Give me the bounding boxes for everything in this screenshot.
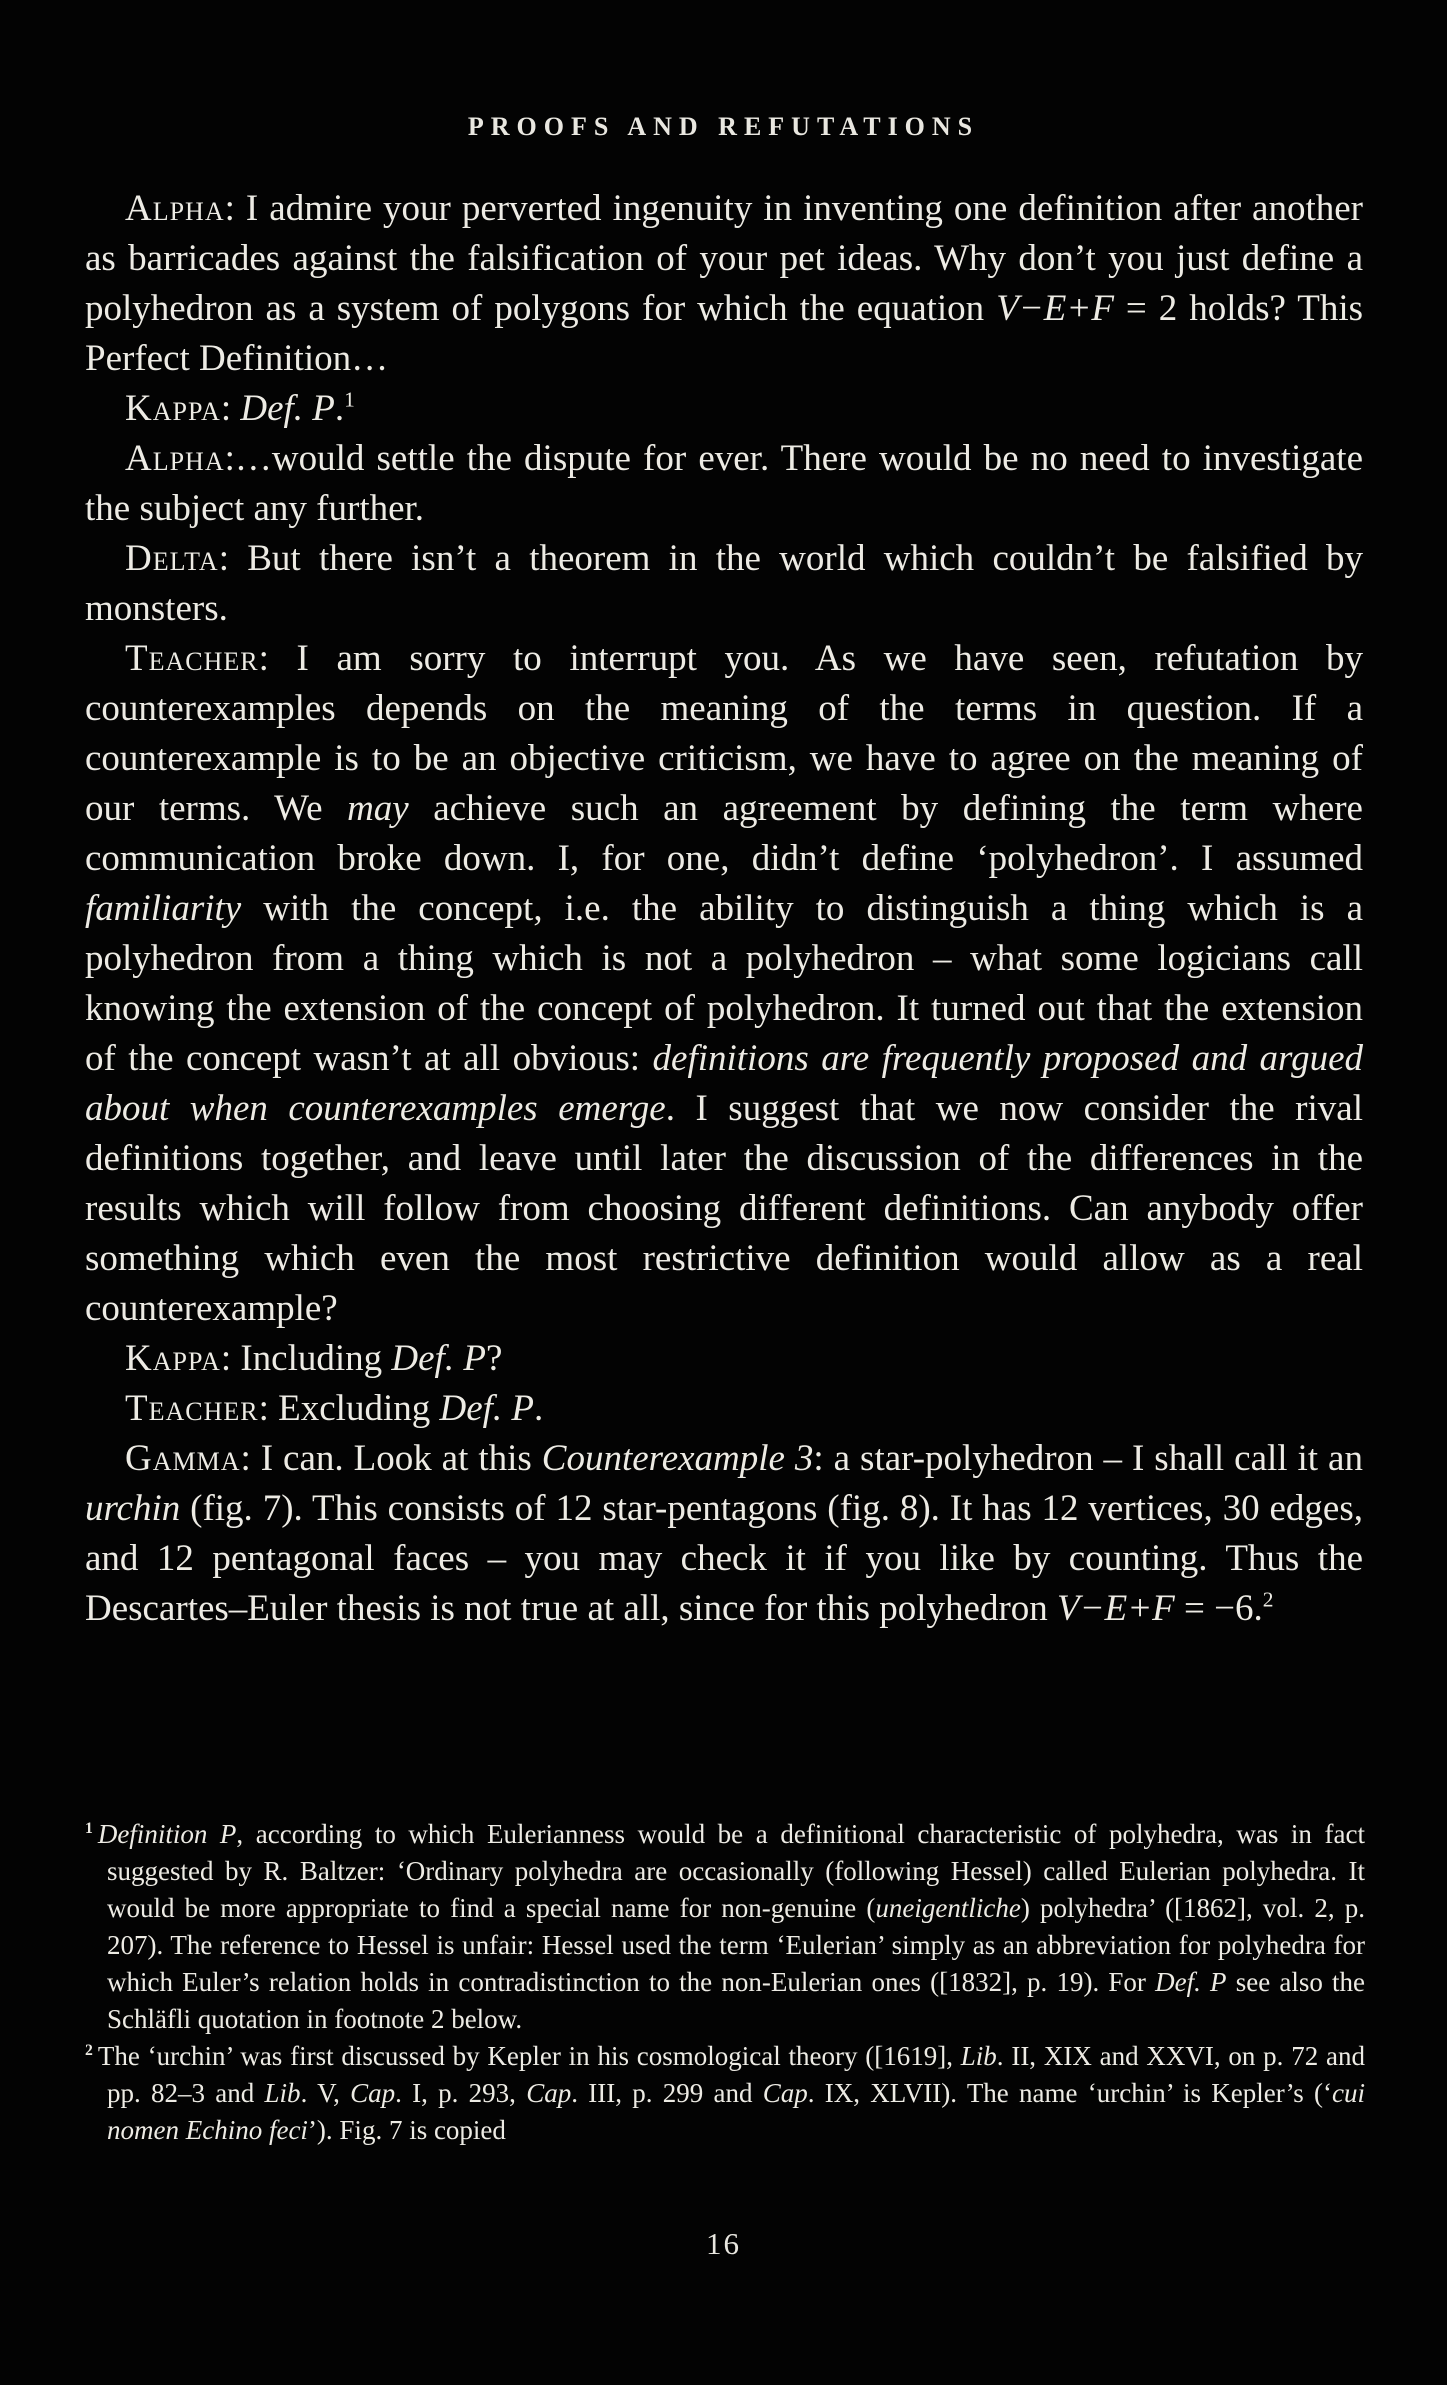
italic-text: Def. P (439, 1388, 535, 1429)
footnote-marker: 2 (85, 2042, 93, 2059)
italic-text: Cap (762, 2078, 808, 2108)
italic-text: Def. P (1155, 1967, 1227, 1997)
italic-text: V−E+F (996, 288, 1114, 329)
speaker-name: Teacher (125, 638, 259, 679)
text-run: (fig. 7). This consists of 12 star-pentagons (fig. 8). It has 12 vertices, 30 edges, and 12 pentagonal faces – you may check it if you like by counting. Thus the Descartes–Euler thesis is not true at all, since for this polyhedron (85, 1488, 1363, 1629)
dialogue-body (85, 184, 1363, 1634)
speaker-name: Teacher (125, 1388, 259, 1429)
text-run: = −6. (1174, 1588, 1263, 1629)
italic-text: definitions are frequently proposed and argued about when counterexamples emerge (85, 1038, 1363, 1129)
italic-text: familiarity (85, 888, 242, 929)
text-run: : Including (220, 1338, 392, 1379)
italic-text: Definition P (97, 1819, 237, 1849)
text-run: The ‘urchin’ was first discussed by Kepler in his cosmological theory ([1619], (97, 2041, 961, 2071)
text-run: : But there isn’t a theorem in the world which couldn’t be falsified by monsters. (85, 538, 1363, 629)
text-run: : a star-polyhedron – I shall call it an (813, 1438, 1363, 1479)
footnote (85, 2038, 1365, 2149)
italic-text: V−E+F (1057, 1588, 1175, 1629)
running-head: PROOFS AND REFUTATIONS (467, 112, 980, 141)
italic-text: urchin (85, 1488, 181, 1529)
text-run: ) polyhedra’ ([1862], vol. 2, p. 207). The reference to Hessel is unfair: Hessel used the term ‘Eulerian’ simply as an abbreviation for polyhedra for which Euler’s relation holds in contradistinction to the non-Eulerian ones ([1832], p. 19). For (107, 1893, 1365, 1997)
text-run: . I, p. 293, (395, 2078, 527, 2108)
text-run: see also the Schläfli quotation in footnote 2 below. (107, 1967, 1366, 2034)
text-run: . (334, 388, 345, 429)
text-run: . V, (300, 2078, 351, 2108)
footnote (85, 1816, 1365, 2038)
dialogue-paragraph (85, 1334, 1363, 1384)
footnotes (85, 1816, 1365, 2149)
dialogue-paragraph (85, 184, 1363, 384)
dialogue-paragraph (85, 1384, 1363, 1434)
text-run: :…would settle the dispute for ever. There would be no need to investigate the subject any further. (85, 438, 1363, 529)
text-run: . III, p. 299 and (571, 2078, 763, 2108)
text-run: : I can. Look at this (240, 1438, 542, 1479)
dialogue-paragraph (85, 534, 1363, 634)
italic-text: Def. P (240, 388, 335, 429)
speaker-name: Delta (125, 538, 219, 579)
text-run: . II, XIX and XXVI, on p. 72 and pp. 82–3 and (107, 2041, 1365, 2108)
italic-text: Lib (960, 2041, 997, 2071)
text-run: : I am sorry to interrupt you. As we have seen, refutation by counterexamples depends on the meaning of the terms in question. If a counterexample is to be an objective criticism, we have to agree on the meaning of our terms. We (85, 638, 1363, 829)
speaker-name: Kappa (125, 388, 221, 429)
text-run: , according to which Eulerianness would be a definitional characteristic of polyhedra, was in fact suggested by R. Baltzer: ‘Ordinary polyhedra are occasionally (following Hessel) called Eulerian polyhedra. It would be more appropriate to find a special name for non-genuine ( (107, 1819, 1365, 1923)
speaker-name: Kappa (125, 1338, 221, 1379)
italic-text: cui nomen Echino feci (107, 2078, 1365, 2145)
text-run: with the concept, i.e. the ability to distinguish a thing which is a polyhedron from a thing which is not a polyhedron – what some logicians call knowing the extension of the concept of polyhedron. It turned out that the extension of the concept wasn’t at all obvious: (85, 888, 1363, 1079)
dialogue-paragraph (85, 1434, 1363, 1634)
dialogue-paragraph (85, 434, 1363, 534)
speaker-name: Alpha (125, 188, 225, 229)
text-run: : Excluding (258, 1388, 440, 1429)
text-run: . IX, XLVII). The name ‘urchin’ is Kepler’s (‘ (807, 2078, 1332, 2108)
footnote-reference: 2 (1262, 1587, 1274, 1612)
footnote-reference: 1 (344, 387, 355, 412)
italic-text: uneigentliche (875, 1893, 1021, 1923)
text-run: ’). Fig. 7 is copied (307, 2115, 506, 2145)
footnote-marker: 1 (85, 1820, 93, 1837)
text-run: : (220, 388, 241, 429)
text-run: : I admire your perverted ingenuity in inventing one definition after another as barricades against the falsification of your pet ideas. Why don’t you just define a polyhedron as a system of polygons for which the equation (85, 188, 1363, 329)
italic-text: Lib (264, 2078, 301, 2108)
italic-text: Def. P (391, 1338, 486, 1379)
italic-text: Cap (526, 2078, 572, 2108)
speaker-name: Gamma (125, 1438, 241, 1479)
page-number: 16 (706, 2226, 741, 2261)
italic-text: Counterexample 3 (541, 1438, 814, 1479)
text-run: . I suggest that we now consider the rival definitions together, and leave until later the discussion of the differences in the results which will follow from choosing different definitions. Can anybody offer something which even the most restrictive definition would allow as a real counterexample? (85, 1088, 1363, 1329)
text-run: achieve such an agreement by defining the term where communication broke down. I, for one, didn’t define ‘polyhedron’. I assumed (85, 788, 1363, 879)
dialogue-paragraph (85, 384, 1363, 434)
text-run: . (534, 1388, 544, 1429)
text-run: ? (485, 1338, 503, 1379)
speaker-name: Alpha (125, 438, 225, 479)
italic-text: Cap (350, 2078, 396, 2108)
text-run: = 2 holds? This Perfect Definition… (85, 288, 1363, 379)
dialogue-paragraph (85, 634, 1363, 1334)
italic-text: may (347, 788, 409, 829)
